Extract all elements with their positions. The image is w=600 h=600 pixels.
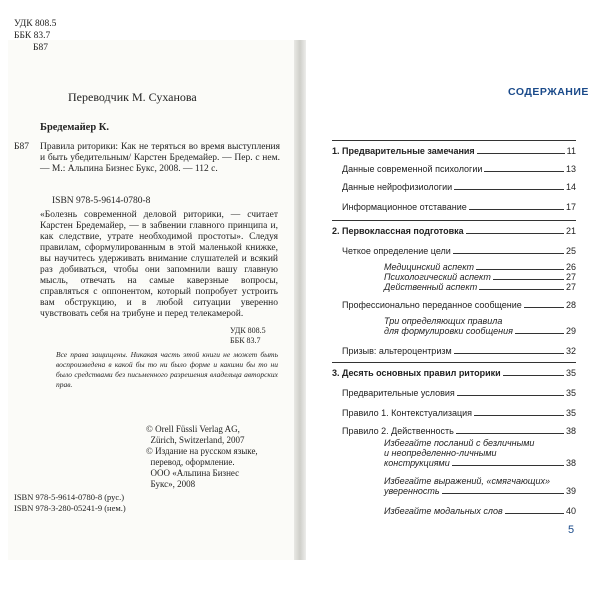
toc-entry-page: 14: [565, 182, 576, 192]
toc-entry: [332, 504, 576, 516]
copyright-line: перевод, оформление.: [146, 457, 235, 467]
toc-separator: [332, 220, 576, 221]
toc-entry-page: 35: [565, 408, 576, 418]
toc-entry: [332, 324, 576, 336]
toc-entry-label: Психологический аспект: [384, 272, 491, 282]
toc-separator: [332, 362, 576, 363]
toc-chapter: [332, 366, 576, 378]
toc-entry: [332, 244, 576, 256]
udk-code: УДК 808.5: [14, 19, 57, 29]
toc-leader-line: [442, 493, 564, 494]
toc-entry: [332, 406, 576, 418]
toc-entry: [332, 424, 576, 436]
toc-leader-line: [454, 189, 564, 190]
toc-entry-label: Правило 1. Контекстуализация: [342, 408, 473, 418]
book-abstract: «Болезнь современной деловой риторики, — считает Карстен Бредемайер, — в забвении главного принципа и, как следствие, утрате необходимой простоты». Следуя правилам, сформулированным в этой маленькой книжке, вы научитесь удерживать внимание слушателей и всякий раз добиваться, чтобы они запомнили вашу главную мысль, отвечать на самые каверзные вопросы, справляться с оппонентом, который попробует устроить вам обструкцию, и в любой ситуации уверенно чувствовать себя на трибуне и перед телекамерой.: [40, 210, 278, 319]
rights-notice: Все права защищены. Никакая часть этой книги не может быть воспроизведена в какой бы то ни было форме и какими бы то ни было средствами без письменного разрешения владельца авторских прав.: [56, 350, 278, 389]
classification-codes-small: [230, 326, 266, 346]
toc-entry-label: для формулировки сообщения: [384, 326, 513, 336]
toc-leader-line: [524, 307, 564, 308]
toc-entry-label: 3. Десять основных правил риторики: [332, 368, 501, 378]
toc-entry-label: конструкциями: [384, 458, 450, 468]
toc-entry-page: 35: [565, 388, 576, 398]
author-sign: Б87: [14, 43, 48, 53]
toc-entry-label: 1. Предварительные замечания: [332, 146, 475, 156]
book-spine: [294, 40, 306, 560]
toc-entry-page: 17: [565, 202, 576, 212]
toc-leader-line: [469, 209, 564, 210]
toc-entry-label: Избегайте посланий с безличными: [384, 438, 535, 448]
toc-entry-page: 11: [566, 146, 576, 156]
toc-entry-page: 32: [565, 346, 576, 356]
toc-entry-label: Информационное отставание: [342, 202, 467, 212]
toc-entry: [332, 200, 576, 212]
toc-leader-line: [456, 433, 564, 434]
toc-entry-label: Четкое определение цели: [342, 246, 451, 256]
toc-entry-page: 40: [565, 506, 576, 516]
isbn-main: ISBN 978-5-9614-0780-8: [52, 196, 151, 206]
toc-entry: [332, 280, 576, 292]
toc-entry: [332, 298, 576, 310]
toc-entry-label: Призыв: альтероцентризм: [342, 346, 452, 356]
toc-entry-label: Медицинский аспект: [384, 262, 475, 272]
isbn-german: ISBN 978-3-280-05241-9 (нем.): [14, 503, 126, 513]
toc-chapter: [332, 224, 576, 236]
toc-entry-label: Действенный аспект: [384, 282, 478, 292]
toc-entry-page: 39: [565, 486, 576, 496]
toc-entry-page: 13: [565, 164, 576, 174]
bbk-code-small: ББК 83.7: [230, 336, 261, 345]
author-name: Бредемайер К.: [40, 122, 110, 133]
toc-leader-line: [505, 513, 564, 514]
copyright-line: © Orell Füssli Verlag AG,: [146, 424, 240, 434]
toc-entry-page: 26: [565, 262, 576, 272]
copyright-line: ООО «Альпина Бизнес: [146, 468, 240, 478]
toc-leader-line: [484, 171, 564, 172]
toc-leader-line: [454, 353, 564, 354]
bbk-code: ББК 83.7: [14, 31, 51, 41]
toc-entry-label: уверенность: [384, 486, 440, 496]
toc-leader-line: [466, 233, 564, 234]
page-number: 5: [568, 524, 575, 536]
toc-entry-label: Данные нейрофизиологии: [342, 182, 453, 192]
copyright-line: Zürich, Switzerland, 2007: [146, 435, 245, 445]
toc-entry-page: 38: [565, 458, 576, 468]
toc-entry-label: Правило 2. Действенность: [342, 426, 454, 436]
toc-entry-page: 38: [565, 426, 576, 436]
toc-entry-page: 21: [565, 226, 576, 236]
toc-entry: [332, 162, 576, 174]
isbn-russian: ISBN 978-5-9614-0780-8 (рус.): [14, 492, 125, 502]
toc-entry-label: Три определяющих правила: [384, 316, 503, 326]
copyright-line: © Издание на русском языке,: [146, 446, 258, 456]
translator-line: Переводчик М. Суханова: [68, 90, 197, 104]
toc-leader-line: [503, 375, 564, 376]
toc-entry-page: 27: [565, 272, 576, 282]
toc-entry-label: Профессионально переданное сообщение: [342, 300, 522, 310]
toc-entry-page: 29: [565, 326, 576, 336]
toc-entry-label: 2. Первоклассная подготовка: [332, 226, 464, 236]
toc-entry: [332, 180, 576, 192]
isbn-block: [14, 492, 126, 514]
toc-leader-line: [479, 289, 564, 290]
toc-separator: [332, 140, 576, 141]
copyright-line: Букс», 2008: [146, 479, 196, 489]
toc-leader-line: [515, 333, 564, 334]
contents-title: СОДЕРЖАНИЕ: [508, 86, 589, 98]
toc-entry-page: 27: [565, 282, 576, 292]
toc-entry-page: 35: [565, 368, 576, 378]
toc-leader-line: [452, 465, 564, 466]
toc-entry-page: 28: [565, 300, 576, 310]
toc-entry: [332, 344, 576, 356]
toc-leader-line: [474, 415, 564, 416]
toc-entry: [332, 386, 576, 398]
author-code: Б87: [14, 142, 29, 152]
toc-entry-label: и неопределенно-личными: [384, 448, 497, 458]
copyright-block: [146, 424, 258, 490]
toc-entry-page: 25: [565, 246, 576, 256]
toc-entry-label: Данные современной психологии: [342, 164, 483, 174]
toc-entry-label: Избегайте выражений, «смягчающих»: [384, 476, 550, 486]
udk-code-small: УДК 808.5: [230, 326, 266, 335]
toc-entry: [332, 484, 576, 496]
toc-entry: [332, 456, 576, 468]
toc-entry-label: Избегайте модальных слов: [384, 506, 503, 516]
toc-leader-line: [457, 395, 564, 396]
classification-codes: [14, 18, 56, 54]
toc-leader-line: [453, 253, 564, 254]
book-description: Правила риторики: Как не теряться во время выступления и быть убедительным/ Карстен Бредемайер. — Пер. с нем. — М.: Альпина Бизнес Букс, 2008. — 112 с.: [40, 142, 280, 174]
toc-entry-label: Предварительные условия: [342, 388, 455, 398]
toc-leader-line: [477, 153, 565, 154]
toc-chapter: [332, 144, 576, 156]
